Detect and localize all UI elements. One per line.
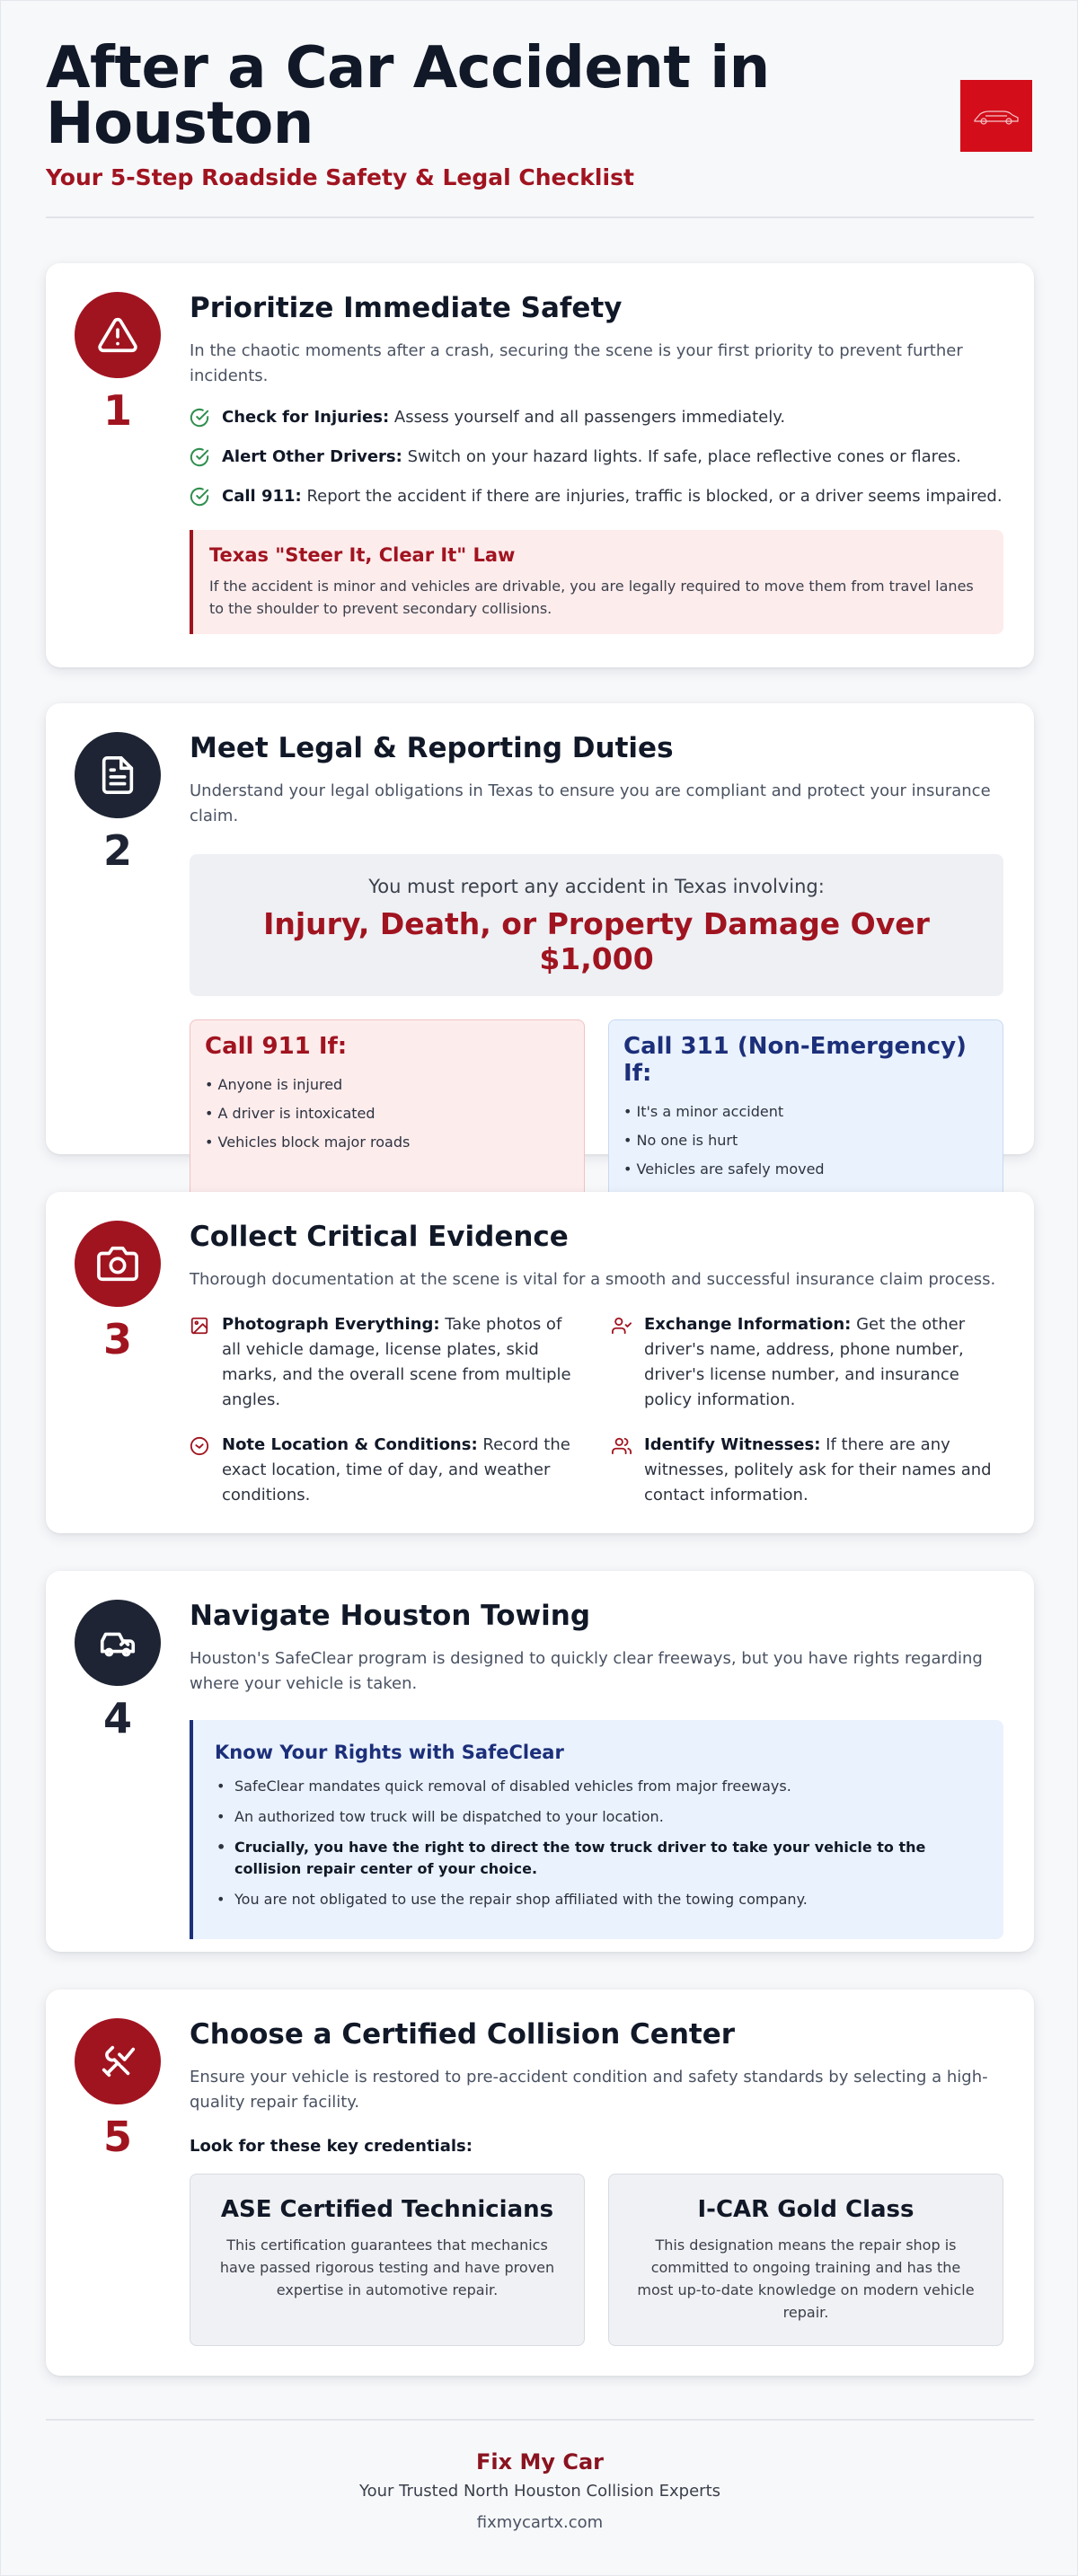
- clock-icon: [190, 1436, 209, 1456]
- law-callout: [190, 530, 1003, 634]
- call-311-title: Call 311 (Non-Emergency) If:: [623, 1033, 967, 1087]
- call-options: [190, 1019, 1003, 1201]
- credential-text: This certification guarantees that mechanics have passed rigorous testing and have proven expertise in automotive repair.: [219, 2236, 555, 2298]
- evidence-item: [190, 1312, 581, 1413]
- evidence-text: Record the exact location, time of day, and weather conditions.: [222, 1435, 570, 1504]
- callout-title: Know Your Rights with SafeClear: [215, 1742, 564, 1763]
- step-lead: Understand your legal obligations in Texas to ensure you are compliant and protect your insurance claim.: [190, 781, 991, 825]
- evidence-label: Note Location & Conditions:: [222, 1435, 478, 1454]
- call-911-title: Call 911 If:: [205, 1033, 348, 1060]
- evidence-text: Get the other driver's name, address, phone number, driver's license number, and insurance policy information.: [644, 1315, 966, 1409]
- step-title: Choose a Certified Collision Center: [190, 2018, 736, 2051]
- footer-divider: [46, 2419, 1034, 2421]
- step-number: 2: [102, 826, 132, 875]
- rights-item: • You are not obligated to use the repair shop affiliated with the towing company.: [215, 1889, 982, 1910]
- callout-text: If the accident is minor and vehicles are drivable, you are legally required to move them from travel lanes to the shoulder to prevent secondary collisions.: [209, 578, 974, 617]
- photo-icon: [190, 1316, 209, 1336]
- header-divider: [46, 216, 1034, 218]
- step-title: Collect Critical Evidence: [190, 1221, 569, 1253]
- checklist-item-label: Check for Injuries:: [222, 408, 390, 427]
- step-content: [190, 1598, 1003, 1939]
- user-check-icon: [612, 1316, 632, 1336]
- step-number: 5: [102, 2113, 132, 2161]
- checklist-item-text: Report the accident if there are injuries, traffic is blocked, or a driver seems impaired.: [301, 487, 1003, 506]
- evidence-item: [612, 1312, 1003, 1413]
- checklist-item: [190, 445, 1003, 469]
- rights-item: • SafeClear mandates quick removal of disabled vehicles from major freeways.: [215, 1776, 982, 1797]
- call-911-box: [190, 1019, 585, 1201]
- rights-item: • An authorized tow truck will be dispatched to your location.: [215, 1806, 982, 1828]
- step-card-4: [46, 1571, 1034, 1952]
- step-lead: Thorough documentation at the scene is vital for a smooth and successful insurance claim process.: [190, 1270, 996, 1289]
- check-circle-icon: [190, 487, 209, 507]
- step-card-3: [46, 1192, 1034, 1533]
- credentials: [190, 2174, 1003, 2346]
- credential-title: I-CAR Gold Class: [697, 2196, 915, 2223]
- credential-card-icar: [608, 2174, 1003, 2346]
- warning-triangle-icon: [75, 292, 161, 378]
- credential-card-ase: [190, 2174, 585, 2346]
- evidence-label: Photograph Everything:: [222, 1315, 440, 1334]
- step-content: [190, 730, 1003, 1201]
- checklist: [190, 405, 1003, 508]
- credential-title: ASE Certified Technicians: [220, 2196, 554, 2223]
- car-logo-icon: [960, 80, 1032, 152]
- report-emphasis: Injury, Death, or Property Damage Over $1,000: [263, 906, 930, 976]
- step-title: Navigate Houston Towing: [190, 1600, 591, 1632]
- credentials-label: Look for these key credentials:: [190, 2137, 473, 2156]
- checklist-item: [190, 484, 1003, 508]
- page-title: After a Car Accident in Houston: [46, 35, 770, 157]
- step-title: Meet Legal & Reporting Duties: [190, 732, 674, 764]
- document-icon: [75, 732, 161, 818]
- step-card-1: [46, 263, 1034, 667]
- check-circle-icon: [190, 447, 209, 467]
- list-item: • Vehicles are safely moved: [623, 1160, 825, 1178]
- camera-icon: [75, 1221, 161, 1307]
- step-lead: Ensure your vehicle is restored to pre-accident condition and safety standards by selecting a high-quality repair facility.: [190, 2068, 988, 2112]
- list-item: • It's a minor accident: [623, 1103, 784, 1120]
- checklist-item-text: Assess yourself and all passengers immediately.: [389, 408, 786, 427]
- evidence-item: [612, 1433, 1003, 1508]
- step-content: [190, 1219, 1003, 1508]
- certified-repair-icon: [75, 2018, 161, 2104]
- safeclear-rights-callout: [190, 1720, 1003, 1939]
- evidence-grid: [190, 1312, 1003, 1508]
- tow-car-icon: [75, 1600, 161, 1686]
- page-subtitle: Your 5-Step Roadside Safety & Legal Checklist: [46, 164, 634, 190]
- step-lead: In the chaotic moments after a crash, securing the scene is your first priority to prevent further incidents.: [190, 341, 963, 385]
- list-item: • No one is hurt: [623, 1132, 738, 1149]
- users-icon: [612, 1436, 632, 1456]
- step-number: 1: [102, 386, 132, 435]
- page-footer: [1, 2449, 1078, 2532]
- checklist-item-text: Switch on your hazard lights. If safe, place reflective cones or flares.: [402, 447, 961, 466]
- callout-title: Texas "Steer It, Clear It" Law: [209, 544, 516, 566]
- step-card-5: [46, 1989, 1034, 2376]
- call-311-box: [608, 1019, 1003, 1201]
- footer-brand: Fix My Car: [476, 2449, 604, 2475]
- step-title: Prioritize Immediate Safety: [190, 292, 623, 324]
- list-item: • Vehicles block major roads: [205, 1134, 411, 1151]
- checklist-item-label: Call 911:: [222, 487, 302, 506]
- step-lead: Houston's SafeClear program is designed to quickly clear freeways, but you have rights regarding where your vehicle is taken.: [190, 1649, 983, 1693]
- rights-item: • Crucially, you have the right to direct the tow truck driver to take your vehicle to the collision repair center of your choice.: [215, 1837, 982, 1880]
- step-content: [190, 290, 1003, 634]
- list-item: • Anyone is injured: [205, 1076, 343, 1093]
- step-number: 3: [102, 1315, 132, 1363]
- evidence-text: If there are any witnesses, politely ask for their names and contact information.: [644, 1435, 992, 1504]
- checklist-item-label: Alert Other Drivers:: [222, 447, 402, 466]
- credential-text: This designation means the repair shop is committed to ongoing training and has the most up-to-date knowledge on modern vehicle repair.: [637, 2236, 975, 2321]
- evidence-label: Identify Witnesses:: [644, 1435, 821, 1454]
- step-number: 4: [102, 1694, 132, 1742]
- report-requirement-box: [190, 854, 1003, 996]
- footer-tagline: Your Trusted North Houston Collision Experts: [358, 2482, 721, 2501]
- step-card-2: [46, 703, 1034, 1178]
- evidence-text: Take photos of all vehicle damage, license plates, skid marks, and the overall scene from multiple angles.: [222, 1315, 571, 1409]
- page-header: [46, 35, 1034, 190]
- list-item: • A driver is intoxicated: [205, 1105, 376, 1122]
- evidence-label: Exchange Information:: [644, 1315, 852, 1334]
- checklist-item: [190, 405, 1003, 429]
- footer-url[interactable]: fixmycartx.com: [476, 2513, 604, 2532]
- check-circle-icon: [190, 408, 209, 428]
- step-content: [190, 2016, 1003, 2346]
- report-text: You must report any accident in Texas involving:: [368, 876, 825, 897]
- evidence-item: [190, 1433, 581, 1508]
